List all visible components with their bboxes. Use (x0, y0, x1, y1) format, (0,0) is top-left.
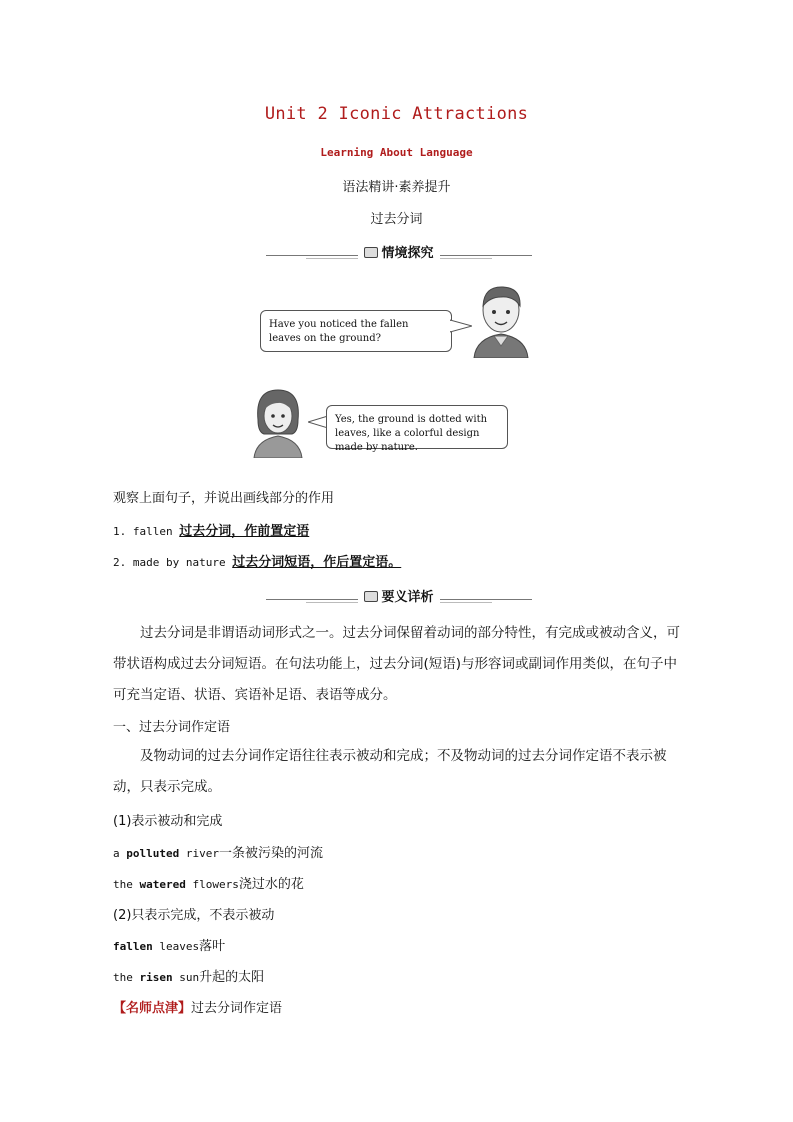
observe-prompt: 观察上面句子，并说出画线部分的作用 (113, 491, 335, 506)
tip-tag: 【名师点津】 (113, 1001, 192, 1016)
tip-text: 过去分词作定语 (191, 1001, 283, 1016)
bubble-tail-icon (450, 318, 472, 334)
example-row: the risen sun升起的太阳 (113, 970, 265, 985)
observe-item-2: 2. made by nature 过去分词短语，作后置定语。 (113, 555, 402, 570)
observe-item-1: 1. fallen 过去分词，作前置定语 (113, 524, 310, 539)
example-row: a polluted river一条被污染的河流 (113, 846, 323, 861)
topic-heading: 过去分词 (370, 212, 423, 227)
book-icon (364, 247, 378, 258)
section-label: 要义详析 (381, 590, 434, 605)
paragraph-intro: 过去分词是非谓语动词形式之一。过去分词保留着动词的部分特性，有完成或被动含义，可带状语构成过去分词短语。在句法功能上，过去分词(短语)与形容词或副词作用类似，在句子中可充当定语、状语、宾语补足语、表语等成分。 (113, 625, 680, 703)
book-icon (364, 591, 378, 602)
section-header-situation (266, 242, 532, 262)
paragraph-attributive: 及物动词的过去分词作定语往往表示被动和完成；不及物动词的过去分词作定语不表示被动，只表示完成。 (113, 748, 667, 795)
section-label: 情境探究 (381, 246, 434, 261)
bubble-tail-icon (308, 414, 328, 430)
subheading-passive: (1)表示被动和完成 (113, 814, 223, 829)
heading-attributive: 一、过去分词作定语 (113, 720, 231, 735)
page-title: Unit 2 Iconic Attractions (264, 104, 529, 124)
girl-avatar-icon (252, 386, 304, 458)
example-row: fallen leaves落叶 (113, 939, 226, 954)
section-heading: 语法精讲·素养提升 (342, 180, 451, 195)
speech-bubble-boy: Have you noticed the fallen leaves on the ground? (260, 310, 452, 352)
example-row: the watered flowers浇过水的花 (113, 877, 304, 892)
section-header-details (266, 586, 532, 606)
boy-avatar-icon (470, 282, 532, 358)
subheading-completion: (2)只表示完成，不表示被动 (113, 908, 275, 923)
page-subtitle: Learning About Language (320, 146, 473, 159)
speech-bubble-girl: Yes, the ground is dotted with leaves, like a colorful design made by nature. (326, 405, 508, 449)
teacher-tip (113, 997, 282, 1016)
